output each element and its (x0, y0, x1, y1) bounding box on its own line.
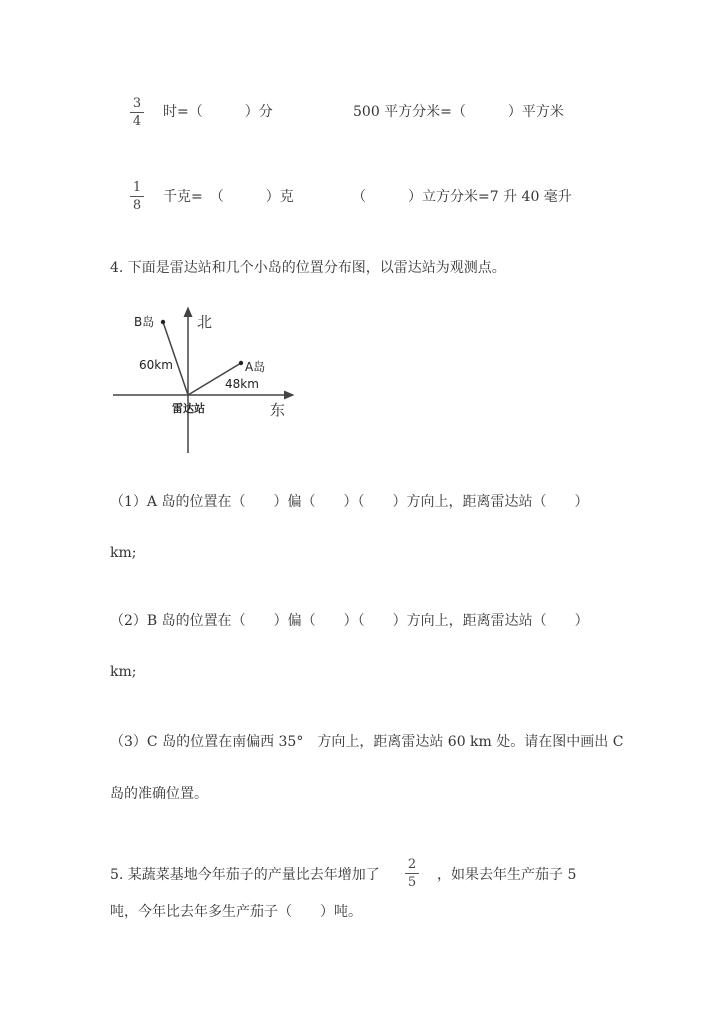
fraction-numerator: 3 (132, 96, 142, 111)
question-4-part-1-unit: km; (110, 545, 137, 561)
fraction-one-eighth (130, 180, 144, 213)
fraction-bar (130, 112, 144, 113)
fraction-bar (405, 873, 419, 874)
area-conversion-blank: 500 平方分米=（ ）平方米 (353, 104, 564, 120)
volume-conversion-blank: （ ）立方分米=7 升 40 毫升 (352, 189, 572, 205)
fraction-three-quarters (130, 96, 144, 129)
b-island-point (161, 320, 165, 324)
b-island-label: B岛 (134, 315, 155, 329)
a-island-label: A岛 (245, 360, 266, 374)
b-distance-label: 60km (139, 358, 173, 372)
question-4-title: 4. 下面是雷达站和几个小岛的位置分布图，以雷达站为观测点。 (110, 260, 506, 276)
fraction-numerator: 2 (407, 857, 417, 872)
north-label: 北 (197, 313, 213, 331)
fraction-denominator: 8 (132, 198, 142, 213)
fraction-denominator: 5 (407, 875, 417, 890)
east-label: 东 (270, 401, 286, 419)
kg-to-g-blank: 千克= （ ）克 (163, 189, 294, 205)
fraction-numerator: 1 (132, 180, 142, 195)
fraction-denominator: 4 (132, 114, 142, 129)
fraction-bar (130, 196, 144, 197)
question-4-part-1: （1）A 岛的位置在（ ）偏（ ）（ ）方向上，距离雷达站（ ） (110, 494, 589, 510)
question-4-part-2: （2）B 岛的位置在（ ）偏（ ）（ ）方向上，距离雷达站（ ） (110, 613, 589, 629)
radar-position-diagram (110, 305, 295, 455)
hours-to-minutes-blank: 时=（ ）分 (163, 104, 273, 120)
question-5-text-part-1: 5. 某蔬菜基地今年茄子的产量比去年增加了 (110, 867, 380, 883)
question-4-part-3-line-2: 岛的准确位置。 (110, 786, 208, 802)
radar-station-label: 雷达站 (172, 402, 205, 415)
fraction-two-fifths (405, 857, 419, 890)
a-island-point (239, 361, 243, 365)
question-4-part-2-unit: km; (110, 664, 137, 680)
question-5-text-part-2: ，如果去年生产茄子 5 (437, 867, 577, 883)
question-4-part-3-line-1: （3）C 岛的位置在南偏西 35° 方向上，距离雷达站 60 km 处。请在图中画出 C (110, 734, 624, 750)
question-5-line-2: 吨，今年比去年多生产茄子（ ）吨。 (110, 904, 362, 920)
a-distance-label: 48km (225, 377, 259, 391)
